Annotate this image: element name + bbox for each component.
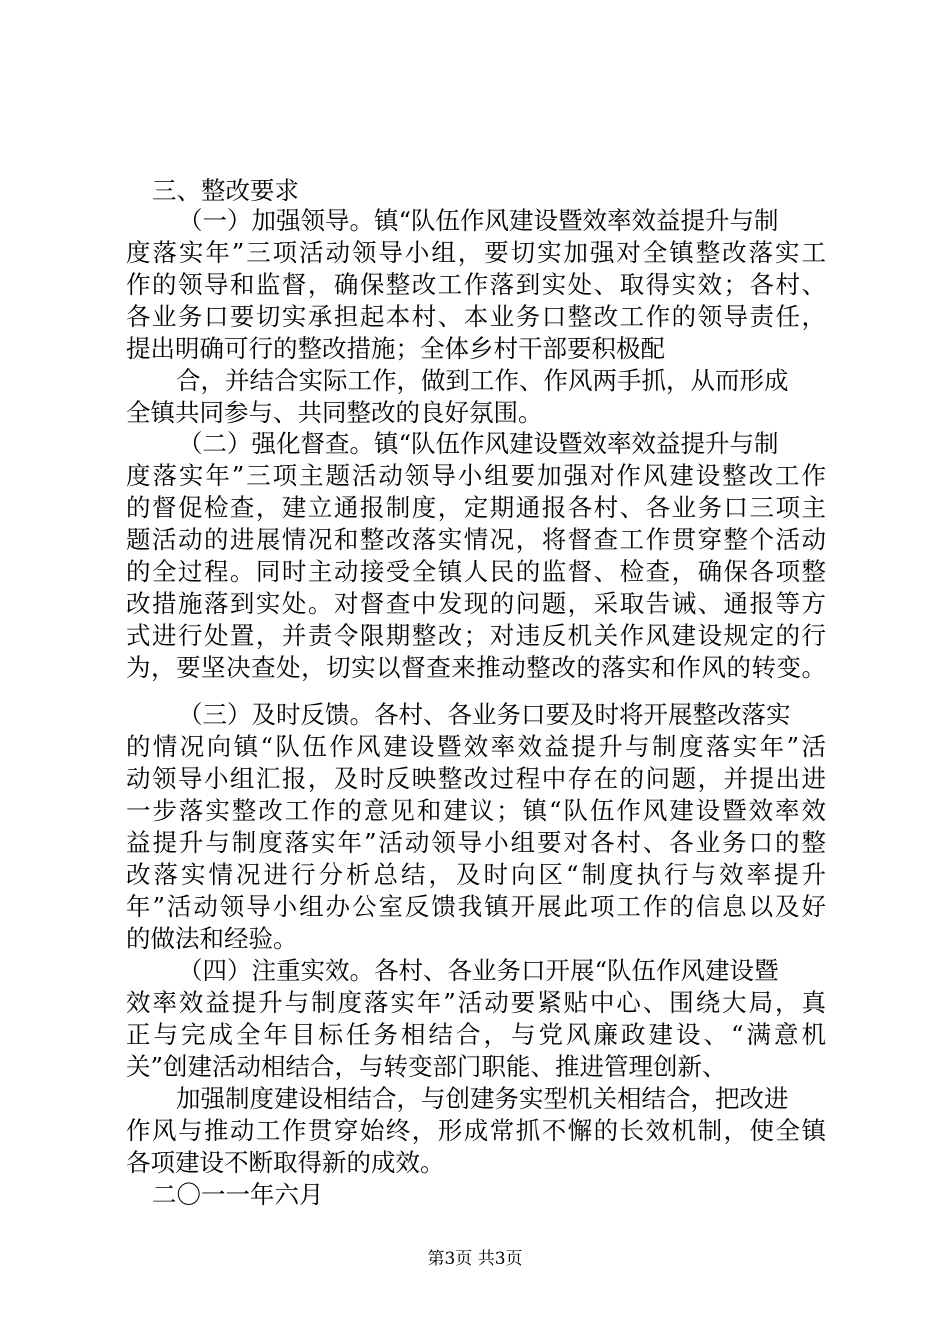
section3-line: 一步落实整改工作的意见和建议；镇“队伍作风建设暨效率效 xyxy=(126,796,826,825)
section3-line: （三）及时反馈。各村、各业务口要及时将开展整改落实 xyxy=(178,700,791,729)
section2-line: 改措施落到实处。对督查中发现的问题，采取告诫、通报等方 xyxy=(126,589,826,618)
section2-line: 的督促检查，建立通报制度，定期通报各村、各业务口三项主 xyxy=(126,493,826,522)
document-date: 二〇一一年六月 xyxy=(152,1180,324,1209)
section4-continuation-line: 加强制度建设相结合，与创建务实型机关相结合，把改进 xyxy=(176,1084,789,1113)
section1-line: 各业务口要切实承担起本村、本业务口整改工作的领导责任， xyxy=(126,302,826,331)
section1-continuation-line: 全镇共同参与、共同整改的良好氛围。 xyxy=(126,398,543,427)
section3-line: 益提升与制度落实年”活动领导小组要对各村、各业务口的整 xyxy=(126,828,826,857)
section4-line: 效率效益提升与制度落实年”活动要紧贴中心、围绕大局，真 xyxy=(126,988,826,1017)
page-number-footer: 第3页 共3页 xyxy=(427,1249,523,1269)
section2-line: 的全过程。同时主动接受全镇人民的监督、检查，确保各项整 xyxy=(126,557,826,586)
section3-line: 的情况向镇“队伍作风建设暨效率效益提升与制度落实年”活 xyxy=(126,732,826,761)
section3-line: 年”活动领导小组办公室反馈我镇开展此项工作的信息以及好 xyxy=(126,892,826,921)
section1-line: （一）加强领导。镇“队伍作风建设暨效率效益提升与制 xyxy=(178,206,779,235)
section2-line: 度落实年”三项主题活动领导小组要加强对作风建设整改工作 xyxy=(126,461,826,490)
section2-line: 题活动的进展情况和整改落实情况，将督查工作贯穿整个活动 xyxy=(126,525,826,554)
section4-line: 关”创建活动相结合，与转变部门职能、推进管理创新、 xyxy=(126,1052,727,1081)
section3-line: 改落实情况进行分析总结，及时向区“制度执行与效率提升 xyxy=(126,860,826,889)
section2-line: （二）强化督查。镇“队伍作风建设暨效率效益提升与制 xyxy=(178,429,779,458)
section4-line: （四）注重实效。各村、各业务口开展“队伍作风建设暨 xyxy=(178,956,779,985)
section2-line: 式进行处置，并责令限期整改；对违反机关作风建设规定的行 xyxy=(126,621,826,650)
section1-line: 度落实年”三项活动领导小组，要切实加强对全镇整改落实工 xyxy=(126,238,826,267)
section-heading: 三、整改要求 xyxy=(152,176,299,205)
section1-line: 作的领导和监督，确保整改工作落到实处、取得实效；各村、 xyxy=(126,270,826,299)
section4-continuation-line: 各项建设不断取得新的成效。 xyxy=(126,1148,445,1177)
section2-line: 为，要坚决查处，切实以督查来推动整改的落实和作风的转变。 xyxy=(126,653,826,682)
section1-continuation-line: 合，并结合实际工作，做到工作、作风两手抓，从而形成 xyxy=(176,366,789,395)
section1-line: 提出明确可行的整改措施；全体乡村干部要积极配 xyxy=(126,334,665,363)
section3-line: 的做法和经验。 xyxy=(126,924,298,953)
section4-line: 正与完成全年目标任务相结合，与党风廉政建设、“满意机 xyxy=(126,1020,826,1049)
section3-line: 动领导小组汇报，及时反映整改过程中存在的问题，并提出进 xyxy=(126,764,826,793)
section4-continuation-line: 作风与推动工作贯穿始终，形成常抓不懈的长效机制，使全镇 xyxy=(126,1116,826,1145)
